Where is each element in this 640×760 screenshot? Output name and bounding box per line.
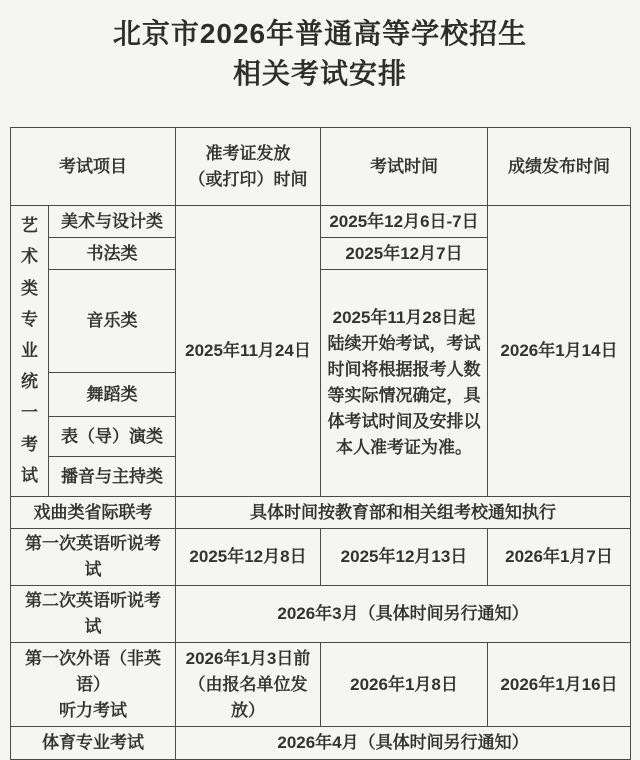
art-section-vertical-label: 艺 术 类 专 业 统 一 考 试	[21, 216, 38, 485]
page-title-line1: 北京市2026年普通高等学校招生	[112, 18, 528, 49]
row-label-performance: 表（导）演类	[49, 417, 176, 457]
table-header-row	[11, 128, 631, 206]
header-ticket-line2: （或打印）时间	[188, 169, 308, 189]
art-section-vertical-label-cell	[11, 206, 49, 497]
opera-span-text: 具体时间按教育部和相关组考校通知执行	[176, 497, 631, 529]
english1-exam-time: 2025年12月13日	[321, 529, 488, 586]
row-label-art-design: 美术与设计类	[49, 206, 176, 238]
table-row-pe	[11, 727, 631, 760]
foreign-listening-label-line2: 听力考试	[59, 700, 127, 720]
header-ticket-time	[176, 128, 321, 206]
table-row-opera	[11, 497, 631, 529]
row-label-english2: 第二次英语听说考试	[11, 586, 176, 643]
art-ticket-time: 2025年11月24日	[176, 206, 321, 497]
row-label-dance: 舞蹈类	[49, 373, 176, 417]
table-row-english1	[11, 529, 631, 586]
foreign-listening-exam-time: 2026年1月8日	[321, 643, 488, 727]
english1-ticket-time: 2025年12月8日	[176, 529, 321, 586]
english1-score-time: 2026年1月7日	[488, 529, 631, 586]
table-row-foreign-listening	[11, 643, 631, 727]
header-score-time: 成绩发布时间	[488, 128, 631, 206]
foreign-listening-label-line1: 第一次外语（非英语）	[25, 648, 161, 694]
row-label-broadcasting: 播音与主持类	[49, 457, 176, 497]
header-exam-time: 考试时间	[321, 128, 488, 206]
page-title-line2: 相关考试安排	[232, 58, 407, 89]
table-row-art-design	[11, 206, 631, 238]
row-label-foreign-listening	[11, 643, 176, 727]
pe-span-text: 2026年4月（具体时间另行通知）	[176, 727, 631, 760]
header-exam-item: 考试项目	[11, 128, 176, 206]
table-row-english2	[11, 586, 631, 643]
art-score-time: 2026年1月14日	[488, 206, 631, 497]
exam-schedule-table	[10, 127, 631, 760]
music-group-exam-time: 2025年11月28日起陆续开始考试，考试时间将根据报考人数等实际情况确定，具体考试时间及安排以本人准考证为准。	[321, 270, 488, 497]
art-design-exam-time: 2025年12月6日-7日	[321, 206, 488, 238]
row-label-calligraphy: 书法类	[49, 238, 176, 270]
row-label-pe: 体育专业考试	[11, 727, 176, 760]
row-label-opera: 戏曲类省际联考	[11, 497, 176, 529]
foreign-listening-ticket-time: 2026年1月3日前（由报名单位发放）	[176, 643, 321, 727]
row-label-english1: 第一次英语听说考试	[11, 529, 176, 586]
english2-span-text: 2026年3月（具体时间另行通知）	[176, 586, 631, 643]
row-label-music: 音乐类	[49, 270, 176, 373]
page-title	[0, 0, 640, 94]
foreign-listening-score-time: 2026年1月16日	[488, 643, 631, 727]
calligraphy-exam-time: 2025年12月7日	[321, 238, 488, 270]
header-ticket-line1: 准考证发放	[205, 143, 291, 163]
